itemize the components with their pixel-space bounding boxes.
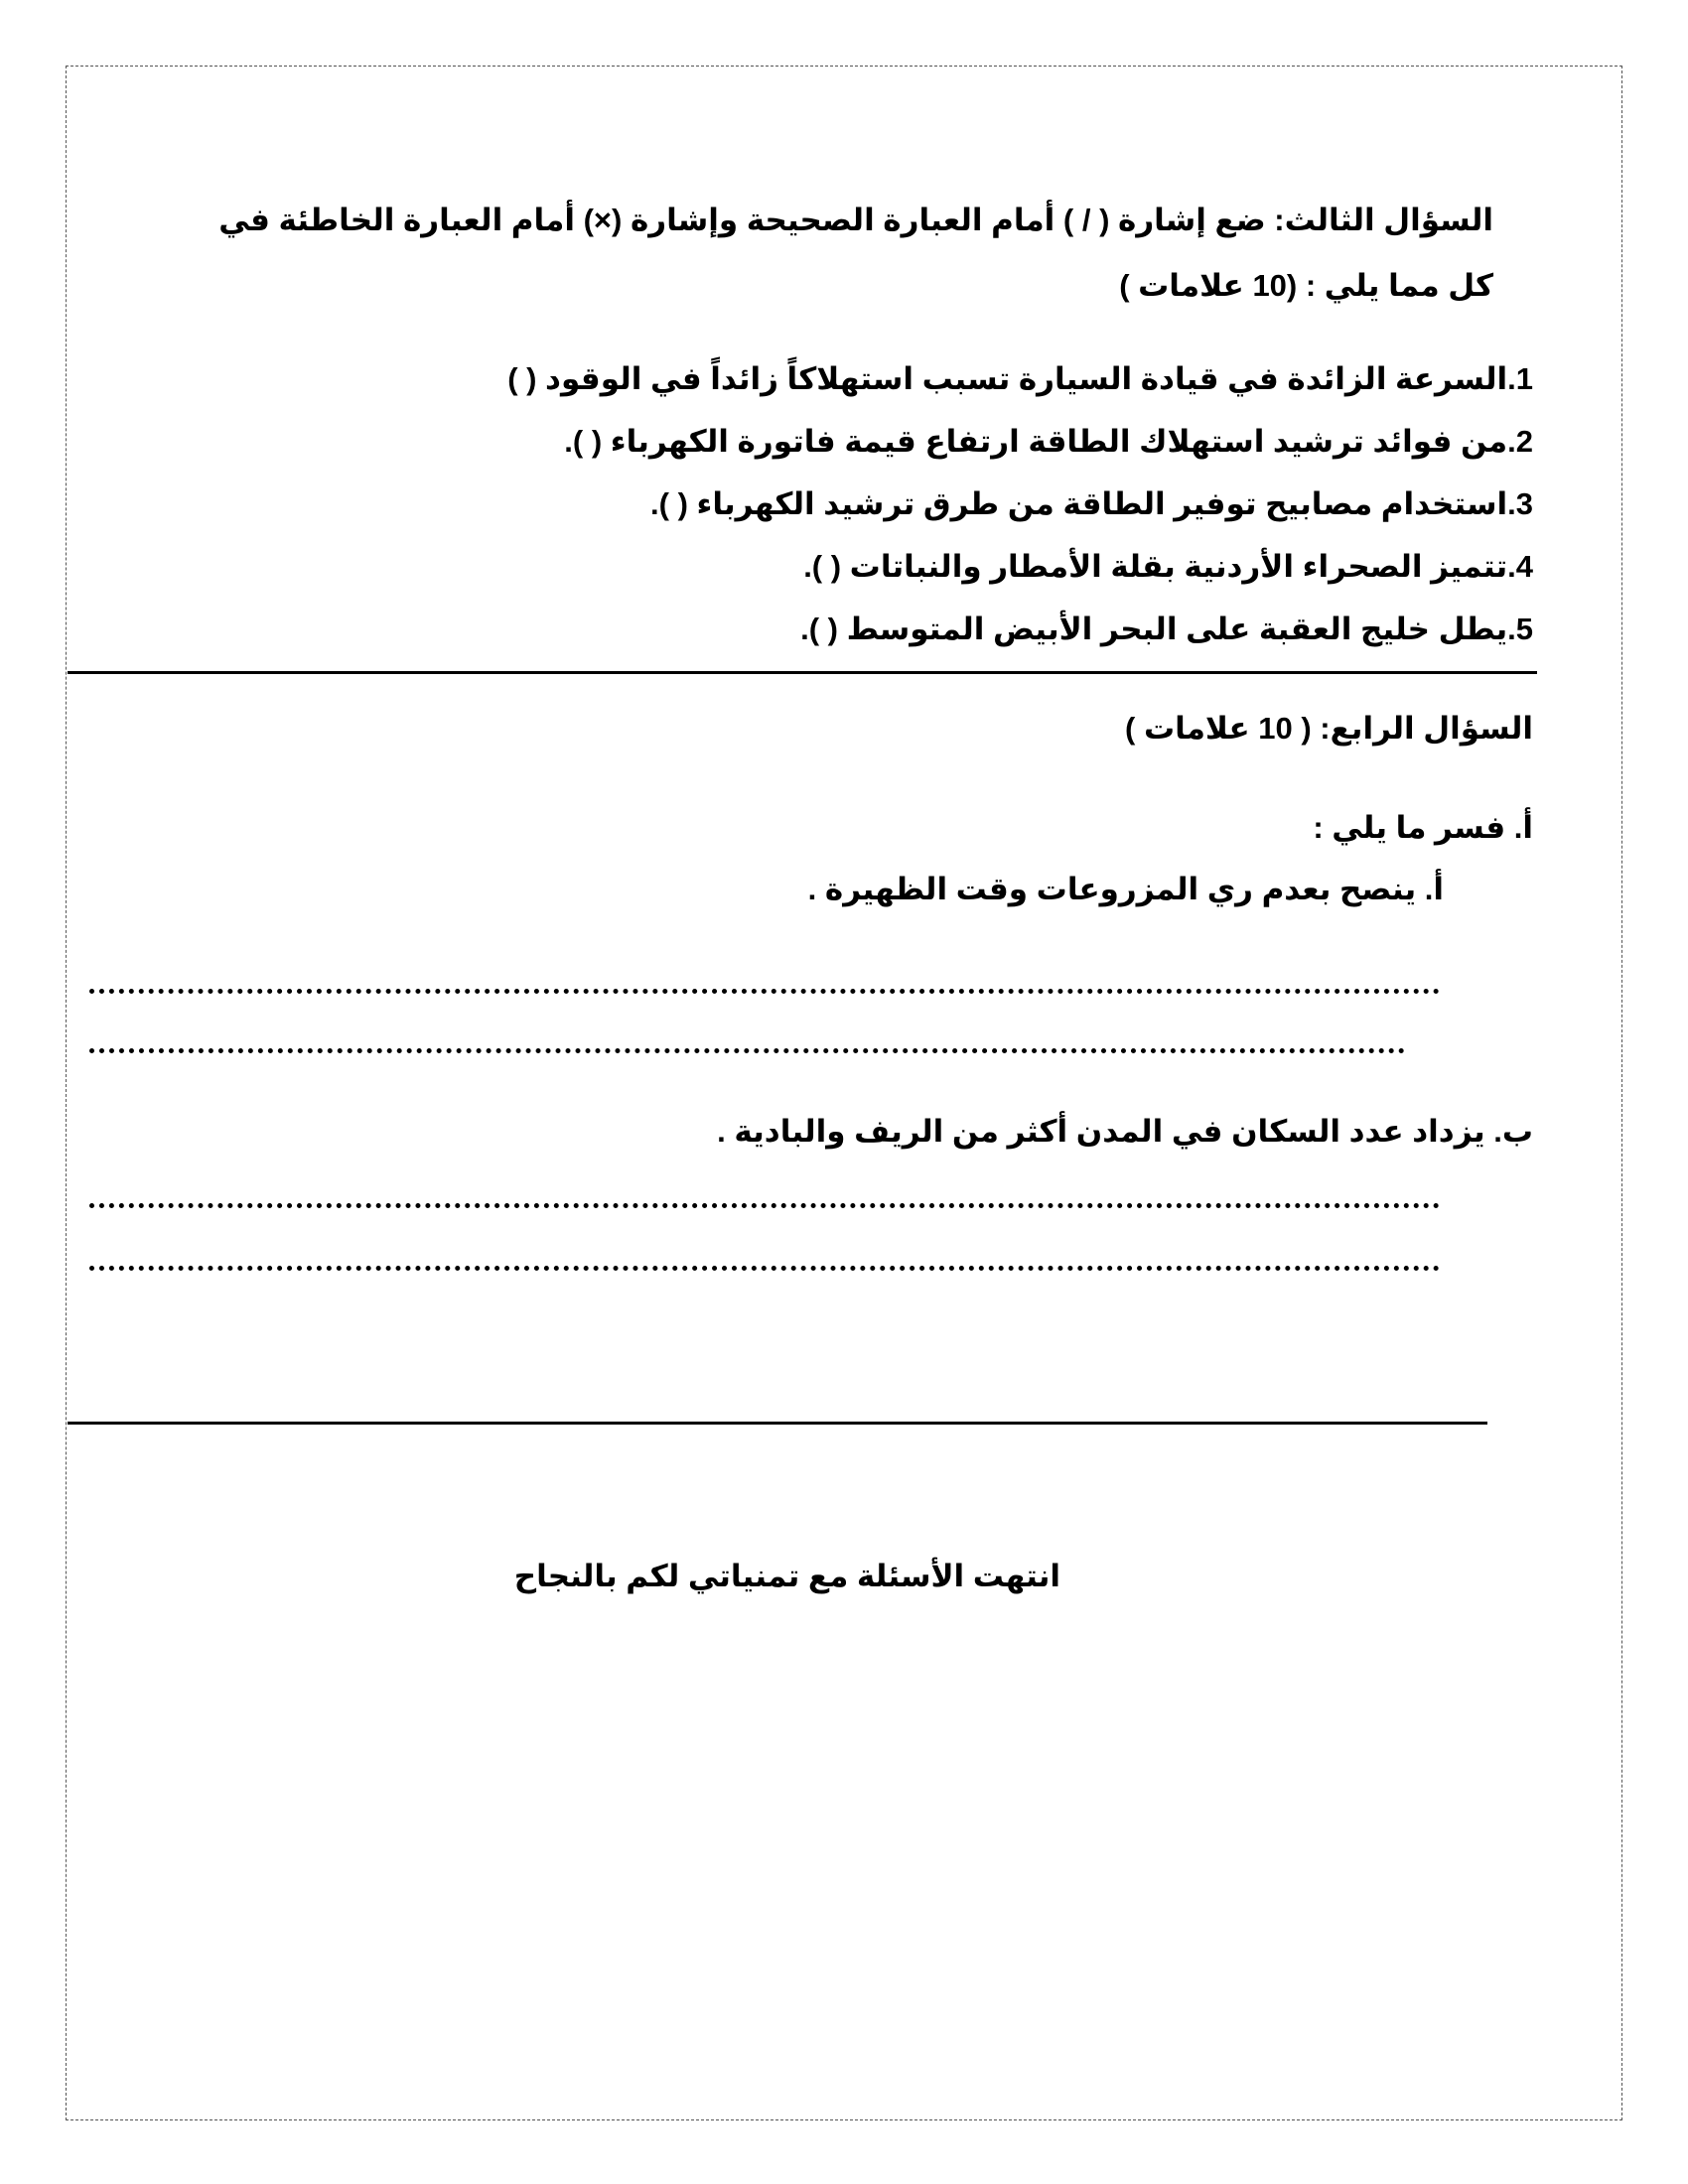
q3-item-5: 5.يطل خليج العقبة على البحر الأبيض المتوسط ( ). bbox=[800, 612, 1533, 646]
q4-item-a: أ. ينصح بعدم ري المزروعات وقت الظهيرة . bbox=[807, 872, 1444, 906]
q3-item-3: 3.استخدام مصابيح توفير الطاقة من طرق ترشيد الكهرباء ( ). bbox=[650, 486, 1533, 521]
closing-message: انتهت الأسئلة مع تمنياتي لكم بالنجاح bbox=[513, 1559, 1060, 1593]
q4-item-b: ب. يزداد عدد السكان في المدن أكثر من الريف والبادية . bbox=[717, 1114, 1533, 1149]
q3-item-1: 1.السرعة الزائدة في قيادة السيارة تسبب استهلاكاً زائداً في الوقود ( ) bbox=[507, 361, 1533, 396]
answer-line-a-2 bbox=[89, 1048, 1405, 1053]
section-divider-1 bbox=[68, 671, 1537, 674]
q3-instruction-line1: السؤال الثالث: ضع إشارة ( / ) أمام العبارة الصحيحة وإشارة (×) أمام العبارة الخاطئة في bbox=[218, 203, 1493, 237]
q3-item-4: 4.تتميز الصحراء الأردنية بقلة الأمطار والنباتات ( ). bbox=[803, 549, 1533, 584]
answer-line-b-1 bbox=[89, 1203, 1440, 1208]
q4-part-a-label: أ. فسر ما يلي : bbox=[1313, 810, 1533, 845]
section-divider-2 bbox=[68, 1422, 1487, 1425]
q3-item-2: 2.من فوائد ترشيد استهلاك الطاقة ارتفاع قيمة فاتورة الكهرباء ( ). bbox=[564, 424, 1533, 459]
answer-line-b-2 bbox=[89, 1266, 1440, 1271]
q3-instruction-line2: كل مما يلي : (10 علامات ) bbox=[1119, 268, 1493, 303]
q4-heading: السؤال الرابع: ( 10 علامات ) bbox=[1125, 711, 1533, 746]
answer-line-a-1 bbox=[89, 989, 1440, 994]
